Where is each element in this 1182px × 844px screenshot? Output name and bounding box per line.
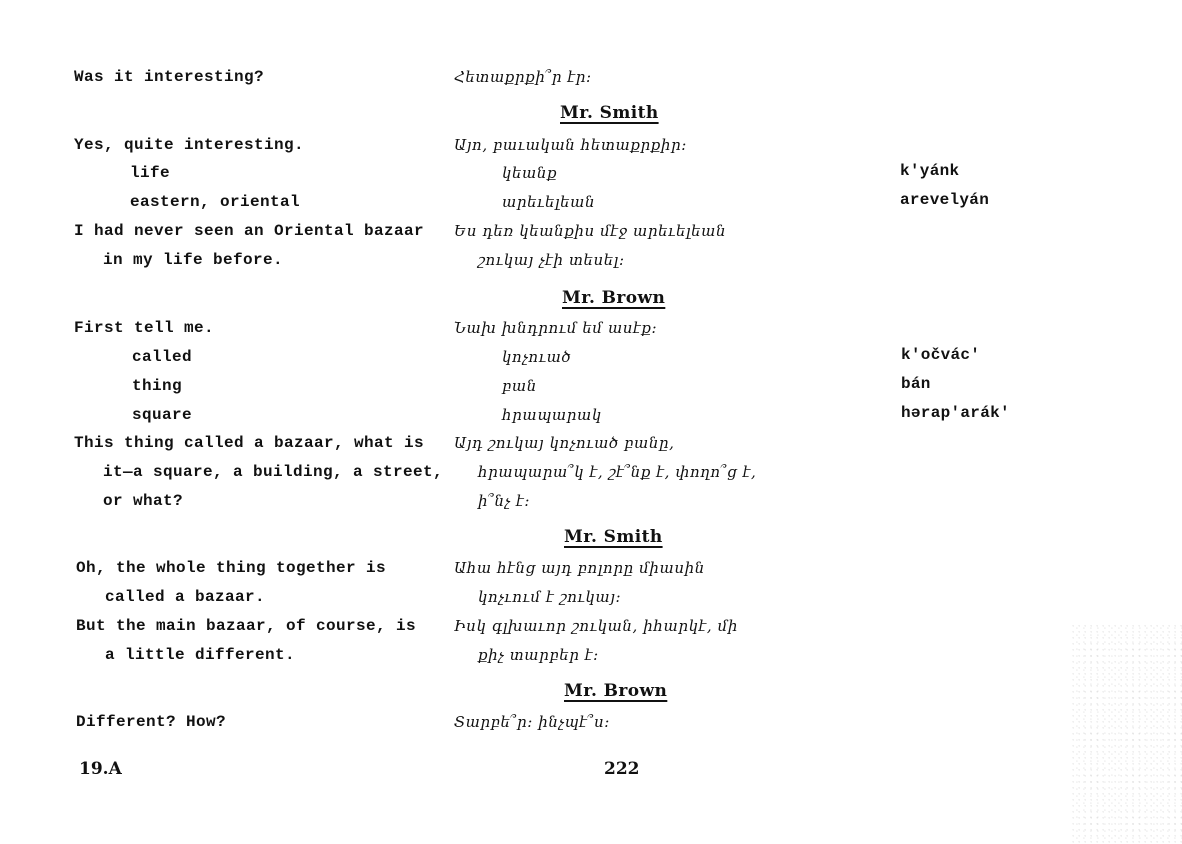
english-line-12: it—a square, a building, a street, xyxy=(103,463,444,481)
english-line-11: This thing called a bazaar, what is xyxy=(74,434,425,452)
armenian-line-07: Նախ խնդրում եմ ասէք։ xyxy=(454,319,658,337)
english-line-18: Different? How? xyxy=(76,713,227,731)
armenian-line-08: կոչուած xyxy=(502,348,572,366)
armenian-line-01: Հետաքրքի՞ր էր։ xyxy=(454,68,592,86)
english-line-07: First tell me. xyxy=(74,319,215,337)
armenian-line-13: ի՞նչ է։ xyxy=(478,492,531,510)
english-line-13: or what? xyxy=(103,492,184,510)
transliteration: hərap'arák' xyxy=(901,404,1010,422)
english-line-05: I had never seen an Oriental bazaar xyxy=(74,222,425,240)
armenian-line-11: Այդ շուկայ կոչուած բանը, xyxy=(454,434,675,452)
english-line-14: Oh, the whole thing together is xyxy=(76,559,387,577)
english-line-02: Yes, quite interesting. xyxy=(74,136,305,154)
scan-noise xyxy=(1072,624,1182,844)
armenian-line-06: շուկայ չէի տեսել։ xyxy=(478,251,625,269)
speaker-heading: Mr. Brown xyxy=(562,288,666,308)
lesson-label: 19.A xyxy=(79,759,122,779)
english-line-01: Was it interesting? xyxy=(74,68,265,86)
speaker-heading: Mr. Brown xyxy=(564,681,668,701)
armenian-line-09: բան xyxy=(502,377,537,395)
english-line-08: called xyxy=(132,348,193,366)
speaker-heading: Mr. Smith xyxy=(564,527,663,547)
transliteration: k'očvác' xyxy=(901,346,981,364)
armenian-line-10: հրապարակ xyxy=(502,406,602,424)
page-number: 222 xyxy=(604,759,640,779)
armenian-line-12: հրապարա՞կ է, շէ՞նք է, փողո՞ց է, xyxy=(478,463,757,481)
english-line-03: life xyxy=(130,164,171,182)
english-line-17: a little different. xyxy=(105,646,296,664)
english-line-06: in my life before. xyxy=(103,251,284,269)
armenian-line-05: Ես դեռ կեանքիս մէջ արեւելեան xyxy=(454,222,727,240)
transliteration: arevelyán xyxy=(900,191,990,209)
armenian-line-16: Իսկ գլխաւոր շուկան, իհարկէ, մի xyxy=(454,617,739,635)
english-line-10: square xyxy=(132,406,193,424)
armenian-line-02: Այո, բաւական հետաքրքիր։ xyxy=(454,136,687,154)
english-line-04: eastern, oriental xyxy=(130,193,301,211)
transliteration: bán xyxy=(901,375,931,393)
english-line-16: But the main bazaar, of course, is xyxy=(76,617,417,635)
english-line-09: thing xyxy=(132,377,183,395)
armenian-line-18: Տարբե՞ր։ ինչպէ՞ս։ xyxy=(454,713,610,731)
speaker-heading: Mr. Smith xyxy=(560,103,659,123)
armenian-line-14: Ահա հէնց այդ բոլորը միասին xyxy=(454,559,705,577)
armenian-line-17: քիչ տարբեր է։ xyxy=(478,646,599,664)
english-line-15: called a bazaar. xyxy=(105,588,266,606)
armenian-line-04: արեւելեան xyxy=(502,193,596,211)
armenian-line-15: կոչւում է շուկայ։ xyxy=(478,588,622,606)
armenian-line-03: կեանք xyxy=(502,164,558,182)
transliteration: k'yánk xyxy=(900,162,960,180)
